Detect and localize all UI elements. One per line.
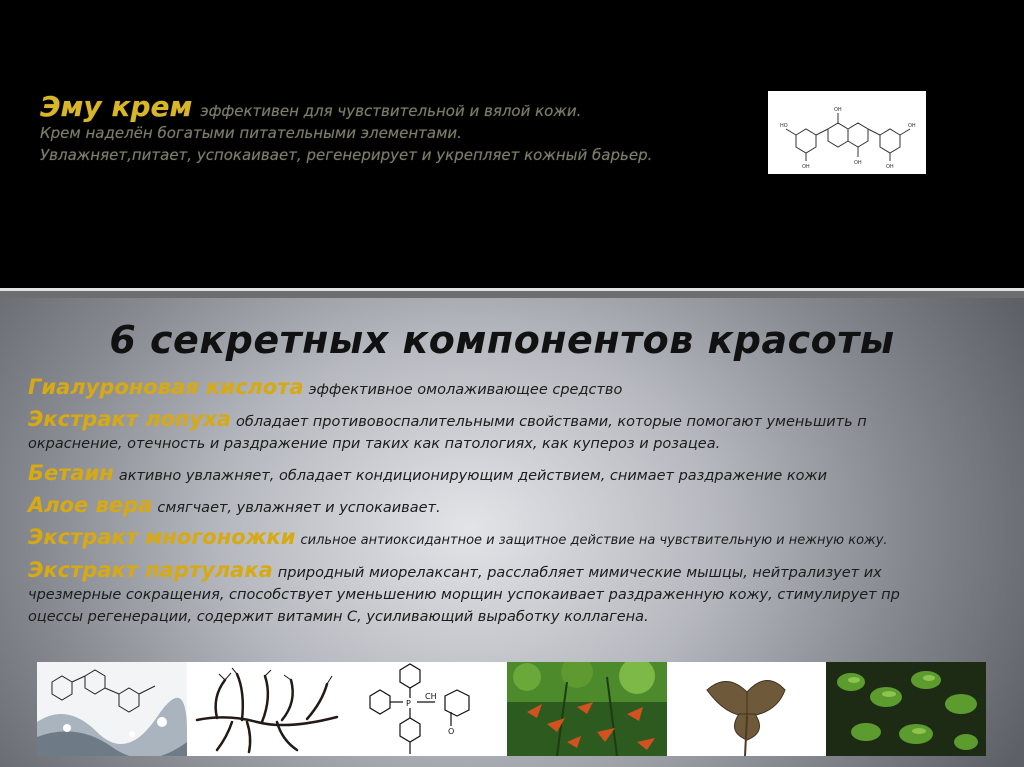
component-desc: природный миорелаксант, расслабляет мимические мышцы, нейтрализует их [277,565,882,581]
component-name: Алое вера [28,493,153,517]
portulaca-image [826,662,986,756]
component-desc: обладает противовоспалительными свойствами, которые помогают уменьшить п [235,414,867,430]
svg-text:P: P [406,699,411,708]
molecule-water-image [37,662,187,756]
list-item [28,526,1008,552]
component-desc-cont: чрезмерные сокращения, способствует уменьшению морщин успокаивает раздраженную кожу, стимулирует пр [28,587,900,603]
component-desc: активно увлажняет, обладает кондиционирующим действием, снимает раздражение кожи [118,468,828,484]
component-name: Экстракт многоножки [28,525,296,549]
svg-text:HO: HO [780,123,788,129]
header-text [40,90,760,166]
molecule-icon [768,91,926,174]
component-desc: сильное антиоксидантное и защитное действие на чувствительную и нежную кожу. [300,533,888,548]
slide-title: 6 секретных компонентов красоты [109,318,895,362]
header-line-1 [40,90,760,123]
list-item [28,494,1008,519]
list-item [28,462,1008,487]
svg-text:OH: OH [854,160,862,166]
header-line-1-text: эффективен для чувствительной и вялой кожи. [200,102,582,120]
header-line-2: Крем наделён богатыми питательными элементами. [40,124,462,142]
list-item [28,559,1008,628]
svg-text:OH: OH [908,123,916,129]
svg-text:O: O [448,727,455,736]
leaf-image [667,662,826,756]
header-line-3: Увлажняет,питает, успокаивает, регенерирует и укрепляет кожный барьер. [40,146,653,164]
component-name: Экстракт лопуха [28,407,231,431]
svg-text:CH: CH [425,692,437,701]
burdock-root-image [187,662,345,756]
component-desc-cont: окраснение, отечность и раздражение при таких как патологиях, как купероз и розацеа. [28,436,721,452]
brand-name: Эму крем [40,90,193,123]
component-name: Гиалуроновая кислота [28,375,304,399]
component-desc-cont: оцессы регенерации, содержит витамин С, усиливающий выработку коллагена. [28,609,649,625]
component-desc: эффективное омолаживающее средство [308,382,623,398]
list-item [28,376,1008,401]
component-name: Экстракт партулака [28,558,273,582]
betaine-formula-image [345,662,507,756]
component-name: Бетаин [28,461,114,485]
list-item [28,408,1008,455]
svg-text:OH: OH [834,107,842,113]
red-plant-image [507,662,667,756]
image-strip [37,662,986,756]
components-list [28,376,1008,628]
divider-band [0,291,1024,298]
structural-formula-image [768,91,926,174]
svg-text:OH: OH [802,164,810,170]
component-desc: смягчает, увлажняет и успокаивает. [157,500,441,516]
svg-text:OH: OH [886,164,894,170]
